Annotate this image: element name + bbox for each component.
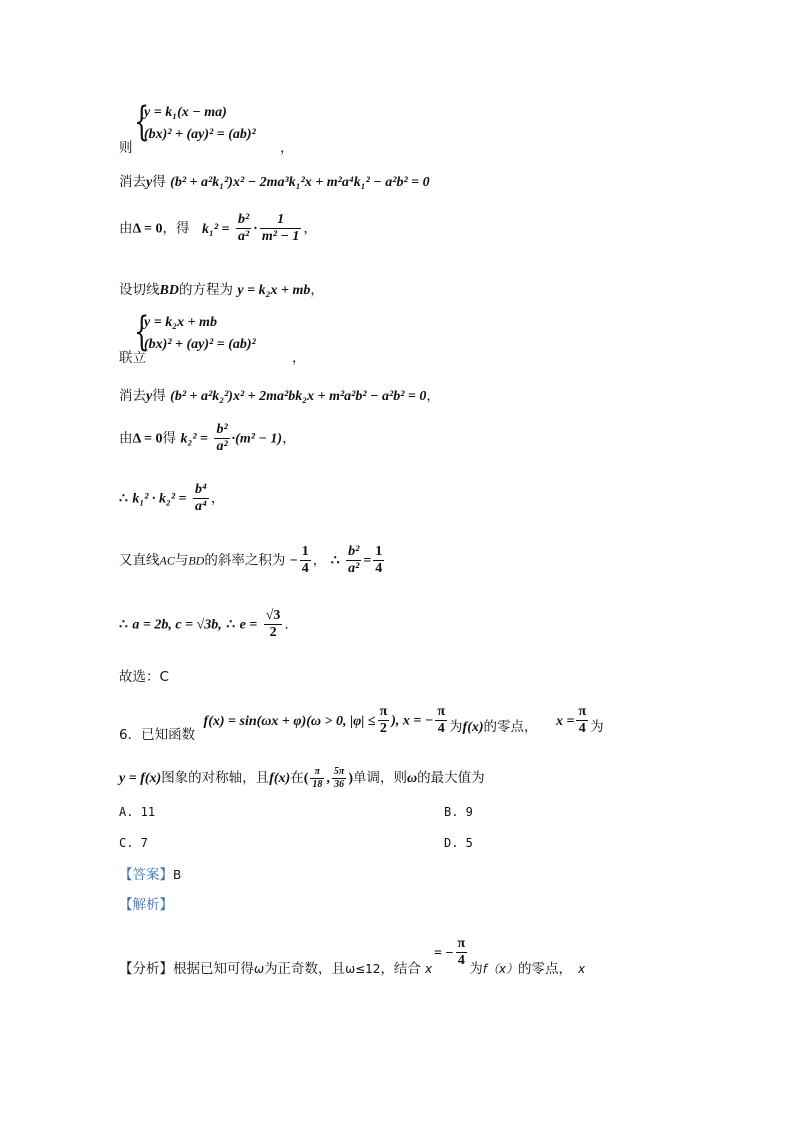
analysis-line — [119, 893, 173, 913]
text: 设切线 — [119, 282, 160, 298]
fraction: $\frac{\text{b²}}{\text{a²}}$ — [237, 212, 250, 245]
math: k₁² = — [201, 221, 230, 237]
text-suffix: ， — [280, 140, 294, 156]
math: k₂² = — [180, 431, 208, 447]
fraction: $\frac{\pi}{4}$ — [437, 704, 446, 737]
text: 的最大值为 — [417, 770, 485, 786]
fraction: $\frac{\pi}{4}$ — [457, 936, 466, 969]
text: 消去 — [119, 388, 146, 404]
text: 为 — [469, 960, 483, 977]
answer-value: B — [173, 868, 182, 882]
text: 图象的对称轴，且 — [161, 770, 270, 786]
option-b: B. 9 — [444, 805, 473, 819]
math: f（x） — [482, 961, 519, 976]
math: BD — [159, 283, 179, 298]
fraction: $\frac{\pi}{2}$ — [379, 704, 388, 737]
text: ， — [312, 552, 327, 569]
math: ·(m² − 1) — [231, 431, 283, 447]
fraction: $\frac{1}{\text{m² − 1}}$ — [261, 212, 300, 245]
left-brace: { — [134, 99, 150, 145]
text: 又直线 — [119, 552, 160, 569]
text: . — [284, 616, 289, 633]
math: ( — [303, 771, 309, 786]
math-equation: y = k₂x + mb — [237, 283, 311, 298]
math: Δ = 0 — [132, 431, 163, 447]
system-eq-line: (bx)² + (ay)² = (ab)² — [144, 337, 256, 352]
text: ，结合 — [380, 960, 421, 977]
math: ∴ — [119, 491, 128, 507]
text: 单调，则 — [353, 770, 407, 786]
analysis-tag: 【解析】 — [119, 897, 173, 913]
fenxi-tag: 【分析】 — [119, 960, 173, 977]
text: ， — [282, 430, 296, 447]
eccentricity-line — [119, 608, 289, 641]
math: k₁² · k₂² = — [132, 491, 187, 507]
math: ∴ — [119, 617, 128, 633]
text: 在 — [290, 770, 304, 786]
text: ， — [426, 388, 440, 404]
text: 由 — [119, 430, 133, 447]
text: 消去 — [119, 174, 146, 190]
text: 得 — [152, 388, 166, 404]
text: 为 — [449, 718, 463, 735]
text: 的零点， — [483, 718, 538, 735]
text: 为正奇数，且 — [264, 960, 346, 977]
math: x = — [555, 713, 575, 729]
math: a = 2b, c = √3b, — [132, 617, 222, 633]
system-eq-line: (bx)² + (ay)² = (ab)² — [144, 127, 256, 142]
math: y — [146, 389, 153, 404]
text: 由 — [119, 220, 133, 237]
math-equation: (b² + a²k₂²)x² + 2ma²bk₂x + m²a²b² − a²b² = 0 — [170, 389, 427, 404]
math: f(x) — [462, 719, 484, 735]
text: 得 — [152, 174, 166, 190]
text: ，得 — [162, 220, 190, 237]
delta-line-2 — [119, 422, 296, 455]
math: AC — [159, 553, 175, 568]
option-a: A. 11 — [119, 805, 156, 819]
math: ) — [348, 771, 353, 786]
fraction: $\frac{\text{b⁴}}{\text{a⁴}}$ — [194, 482, 207, 515]
math: = − — [434, 945, 454, 961]
tangent-bd-line — [119, 278, 324, 299]
choose-answer-line: 故选：C — [119, 669, 169, 685]
math: x — [578, 961, 586, 976]
math: ∴ — [330, 553, 340, 569]
math: x — [424, 961, 433, 976]
fraction: $\frac{1}{4}$ — [301, 544, 309, 577]
fraction: $\frac{1}{4}$ — [375, 544, 383, 577]
math: f(x) = sin(ωx + φ)(ω > 0, |φ| ≤ — [203, 713, 376, 729]
math: ∴ — [226, 617, 236, 633]
math: Δ = 0 — [132, 221, 163, 237]
text: 与 — [174, 552, 189, 569]
fraction: $\frac{√3}{2}$ — [265, 608, 281, 641]
text: ， — [310, 282, 324, 298]
text: ， — [210, 490, 225, 507]
text: 得 — [162, 430, 176, 447]
fenxi-line — [119, 932, 586, 977]
math: − — [289, 553, 298, 569]
text: 为 — [590, 718, 604, 735]
eliminate-line-1 — [119, 170, 430, 191]
math: · — [253, 221, 258, 237]
eliminate-line-2 — [119, 384, 440, 405]
fraction: $\frac{\text{b²}}{\text{a²}}$ — [348, 544, 360, 577]
fraction: $\frac{\pi}{4}$ — [578, 704, 587, 737]
text: 的方程为 — [178, 282, 233, 298]
option-d: D. 5 — [444, 836, 473, 850]
math: y — [146, 175, 153, 190]
math-equation: (b² + a²k₁²)x² − 2ma³k₁²x + m²a⁴k₁² − a²b² = 0 — [170, 175, 430, 190]
math: ω≤12 — [345, 961, 381, 976]
product-line — [119, 482, 224, 515]
text-suffix: ， — [292, 350, 306, 366]
math: ω — [254, 961, 265, 976]
fraction: $\frac{\text{b²}}{\text{a²}}$ — [216, 422, 228, 455]
math: e = — [239, 617, 258, 633]
text: 的零点， — [518, 960, 573, 977]
math: BD — [188, 553, 205, 568]
question-number: 6．已知函数 — [119, 726, 196, 743]
math: f(x) — [269, 771, 291, 786]
question-6-line-2: y = f(x)图象的对称轴，且f(x)在( $\frac{\pi}{18}$ , $\frac{5\pi}{36}$ )单调，则ω的最大值为 — [119, 766, 485, 790]
math: y = f(x) — [119, 771, 162, 786]
question-6-line-1 — [119, 704, 604, 743]
option-c: C. 7 — [119, 836, 148, 850]
text: 根据已知可得 — [173, 960, 254, 977]
text: 的斜率之积为 — [204, 552, 286, 569]
delta-line-1 — [119, 212, 317, 245]
system-eq-line: y = k₂x + mb — [144, 315, 217, 330]
answer-tag: 【答案】 — [119, 867, 173, 883]
text-prefix: 则 — [119, 140, 133, 156]
text-prefix: 联立 — [119, 350, 146, 366]
left-brace: { — [134, 309, 150, 355]
answer-line — [119, 863, 181, 883]
math: = — [363, 553, 372, 569]
text: ， — [303, 220, 317, 237]
math: ω — [407, 771, 418, 786]
fraction: $\frac{\pi}{18}$ — [312, 766, 323, 790]
slope-product-line — [119, 544, 386, 577]
math: ), x = − — [391, 713, 434, 729]
fraction: $\frac{5\pi}{36}$ — [333, 766, 345, 790]
system-eq-line: y = k₁(x − ma) — [144, 105, 227, 120]
